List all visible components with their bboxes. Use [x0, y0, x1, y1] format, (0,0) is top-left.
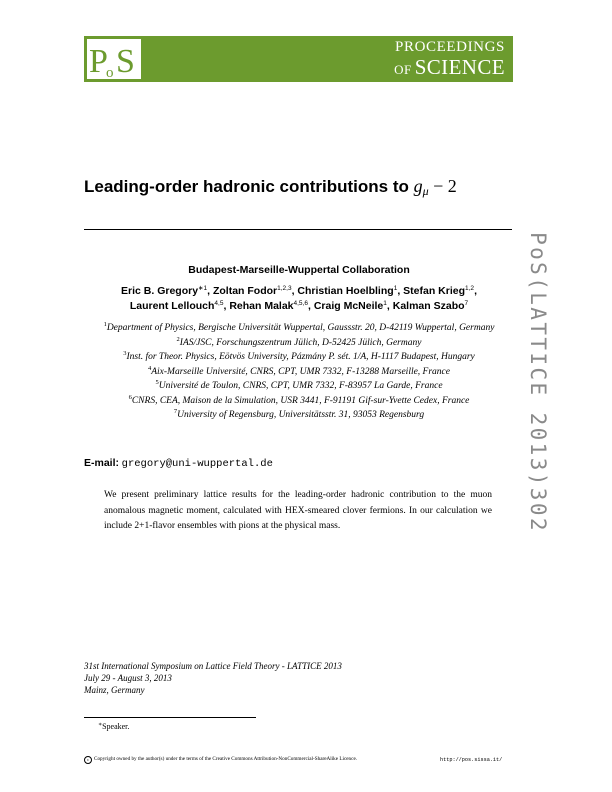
- author-separator: ,: [223, 300, 230, 312]
- pos-banner: [84, 36, 513, 82]
- pos-logo: [87, 39, 141, 79]
- banner-science: SCIENCE: [414, 55, 505, 79]
- conference-name: 31st International Symposium on Lattice Field Theory - LATTICE 2013: [84, 661, 342, 671]
- side-identifier: PoS(LATTICE 2013)302: [526, 232, 550, 533]
- author-name: Craig McNeile: [313, 300, 384, 312]
- affiliation-number: 6: [128, 393, 132, 401]
- affiliation-list: [84, 321, 514, 423]
- affiliation-text: CNRS, CEA, Maison de la Simulation, USR 3441, F-91191 Gif-sur-Yvette Cedex, France: [131, 395, 470, 406]
- affiliation: [84, 365, 514, 380]
- author-separator: ,: [474, 285, 477, 297]
- affiliation-number: 3: [123, 350, 127, 357]
- conference-dates: July 29 - August 3, 2013: [84, 673, 172, 683]
- title-text: Leading-order hadronic contributions to: [84, 177, 414, 196]
- title-math: [414, 176, 457, 196]
- paper-title: [84, 176, 514, 197]
- author-name: Laurent Lellouch: [129, 300, 215, 312]
- copyright-notice: [84, 756, 357, 764]
- affiliation: [84, 394, 514, 409]
- affiliation-number: 1: [103, 321, 107, 328]
- title-rule: [84, 229, 512, 230]
- affiliation: [84, 350, 514, 365]
- affiliation-text: Université de Toulon, CNRS, CPT, UMR 7332, F-83957 La Garde, France: [158, 381, 443, 391]
- affiliation-text: University of Regensburg, Universitätsstr. 31, 93053 Regensburg: [177, 410, 425, 420]
- email-label: E-mail:: [84, 457, 120, 469]
- banner-of: OF: [394, 62, 412, 77]
- author-affiliation-mark: 4,5,6: [293, 300, 308, 307]
- author-name: Stefan Krieg: [403, 285, 466, 297]
- conference-location: Mainz, Germany: [84, 685, 145, 695]
- pos-url[interactable]: http://pos.sissa.it/: [440, 757, 503, 763]
- footnote-rule: [84, 717, 256, 718]
- author-name: Kalman Szabo: [392, 300, 465, 312]
- author-affiliation-mark: ∗1: [198, 285, 208, 292]
- svg-text:o: o: [106, 65, 114, 79]
- banner-proceedings: PROCEEDINGS: [395, 39, 505, 55]
- affiliation: [84, 379, 514, 394]
- svg-text:P: P: [89, 43, 108, 79]
- author-name: Zoltan Fodor: [212, 285, 278, 297]
- author-name: Eric B. Gregory: [121, 285, 199, 297]
- affiliation-text: Department of Physics, Bergische Universität Wuppertal, Gaussstr. 20, D-42119 Wuppertal, Germany: [106, 323, 495, 333]
- author-affiliation-mark: 4,5: [214, 300, 224, 307]
- banner-of-science: [394, 57, 505, 78]
- affiliation-number: 2: [176, 335, 180, 343]
- affiliation-text: IAS/JSC, Forschungszentrum Jülich, D-52425 Jülich, Germany: [179, 337, 422, 348]
- author-separator: ,: [207, 285, 213, 297]
- affiliation: [84, 408, 514, 423]
- footnote-mark: ∗: [98, 722, 103, 728]
- abstract: We present preliminary lattice results for the leading-order hadronic contribution to the muon anomalous magnetic moment, calculated with HEX-smeared clover fermions. In our calculation we include 2+1-flavor ensembles with pions at the physical mass.: [104, 490, 492, 531]
- author-separator: ,: [397, 285, 404, 297]
- author-separator: ,: [291, 285, 298, 297]
- footnote: [98, 722, 129, 731]
- title-math-sub: μ: [422, 184, 429, 198]
- svg-text:S: S: [116, 43, 135, 79]
- affiliation: [84, 336, 514, 351]
- author-separator: ,: [386, 300, 393, 312]
- author-name: Christian Hoelbling: [297, 285, 394, 297]
- affiliation-number: 4: [147, 364, 152, 372]
- copyright-text: Copyright owned by the author(s) under the terms of the Creative Commons Attribution-NonCommercial-ShareAlike Licence.: [94, 756, 358, 762]
- affiliation-text: Inst. for Theor. Physics, Eötvös University, Pázmány P. sét. 1/A, H-1117 Budapest, Hungary: [126, 352, 475, 362]
- email-line: [84, 457, 273, 470]
- affiliation: [84, 321, 514, 336]
- affiliation-number: 5: [155, 379, 159, 386]
- title-math-rest: − 2: [428, 176, 457, 196]
- author-affiliation-mark: 1,2,3: [277, 285, 292, 292]
- author-name: Rehan Malak: [229, 300, 294, 312]
- author-affiliation-mark: 1: [393, 285, 398, 292]
- affiliation-text: Aix-Marseille Université, CNRS, CPT, UMR 7332, F-13288 Marseille, France: [151, 366, 450, 377]
- copyright-icon: c: [84, 756, 92, 764]
- author-separator: ,: [307, 300, 314, 312]
- affiliation-number: 7: [173, 408, 178, 415]
- author-affiliation-mark: 7: [464, 300, 469, 307]
- footnote-text: Speaker.: [102, 722, 130, 731]
- title-math-base: g: [413, 176, 423, 196]
- pos-logo-mark: [87, 39, 141, 79]
- author-list: [84, 284, 514, 314]
- author-affiliation-mark: 1,2: [465, 285, 475, 292]
- author-affiliation-mark: 1: [383, 300, 387, 307]
- conference-info: [84, 660, 342, 696]
- collaboration: Budapest-Marseille-Wuppertal Collaboration: [188, 264, 410, 276]
- email-address[interactable]: gregory@uni-wuppertal.de: [121, 458, 273, 470]
